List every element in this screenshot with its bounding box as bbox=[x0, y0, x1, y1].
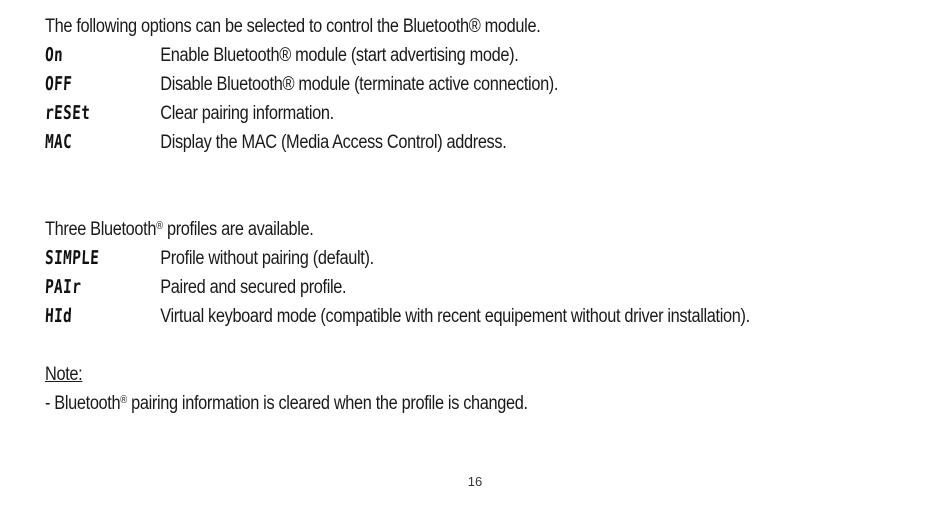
profile-code: PAIr bbox=[44, 276, 82, 298]
note-text bbox=[45, 389, 810, 418]
note-label: Note: bbox=[45, 364, 83, 385]
option-description: Enable Bluetooth® module (start advertising mode). bbox=[160, 45, 519, 66]
option-code: On bbox=[44, 44, 64, 66]
profile-code: HId bbox=[44, 305, 73, 327]
option-row-reset bbox=[45, 99, 810, 128]
option-code: rESEt bbox=[44, 102, 91, 124]
profiles-intro-suffix: profiles are available. bbox=[162, 219, 314, 240]
profile-row-simple bbox=[45, 244, 810, 273]
profile-description: Virtual keyboard mode (compatible with recent equipement without driver installation). bbox=[160, 306, 750, 327]
option-code: OFF bbox=[44, 73, 73, 95]
option-description: Clear pairing information. bbox=[160, 103, 334, 124]
profiles-intro-prefix: Three Bluetooth bbox=[45, 219, 157, 240]
option-code: MAC bbox=[44, 131, 73, 153]
note-text-suffix: pairing information is cleared when the profile is changed. bbox=[126, 393, 528, 414]
registered-mark: ® bbox=[156, 220, 163, 232]
option-row-off bbox=[45, 70, 810, 99]
option-description: Display the MAC (Media Access Control) address. bbox=[160, 132, 507, 153]
manual-page-content bbox=[45, 12, 935, 418]
profile-row-hid bbox=[45, 302, 810, 331]
note-text-prefix: - Bluetooth bbox=[45, 393, 121, 414]
profile-description: Profile without pairing (default). bbox=[160, 248, 374, 269]
note-heading bbox=[45, 360, 810, 389]
profile-code: SIMPLE bbox=[44, 247, 100, 269]
section-spacer bbox=[45, 157, 935, 215]
options-intro: The following options can be selected to control the Bluetooth® module. bbox=[45, 16, 541, 37]
option-description: Disable Bluetooth® module (terminate active connection). bbox=[160, 74, 559, 95]
option-row-on bbox=[45, 41, 810, 70]
registered-mark: ® bbox=[120, 394, 127, 406]
profiles-intro bbox=[45, 215, 810, 244]
profile-row-pair bbox=[45, 273, 810, 302]
page-number: 16 bbox=[467, 474, 483, 489]
option-row-mac bbox=[45, 128, 810, 157]
section-spacer bbox=[45, 331, 935, 360]
profile-description: Paired and secured profile. bbox=[160, 277, 347, 298]
